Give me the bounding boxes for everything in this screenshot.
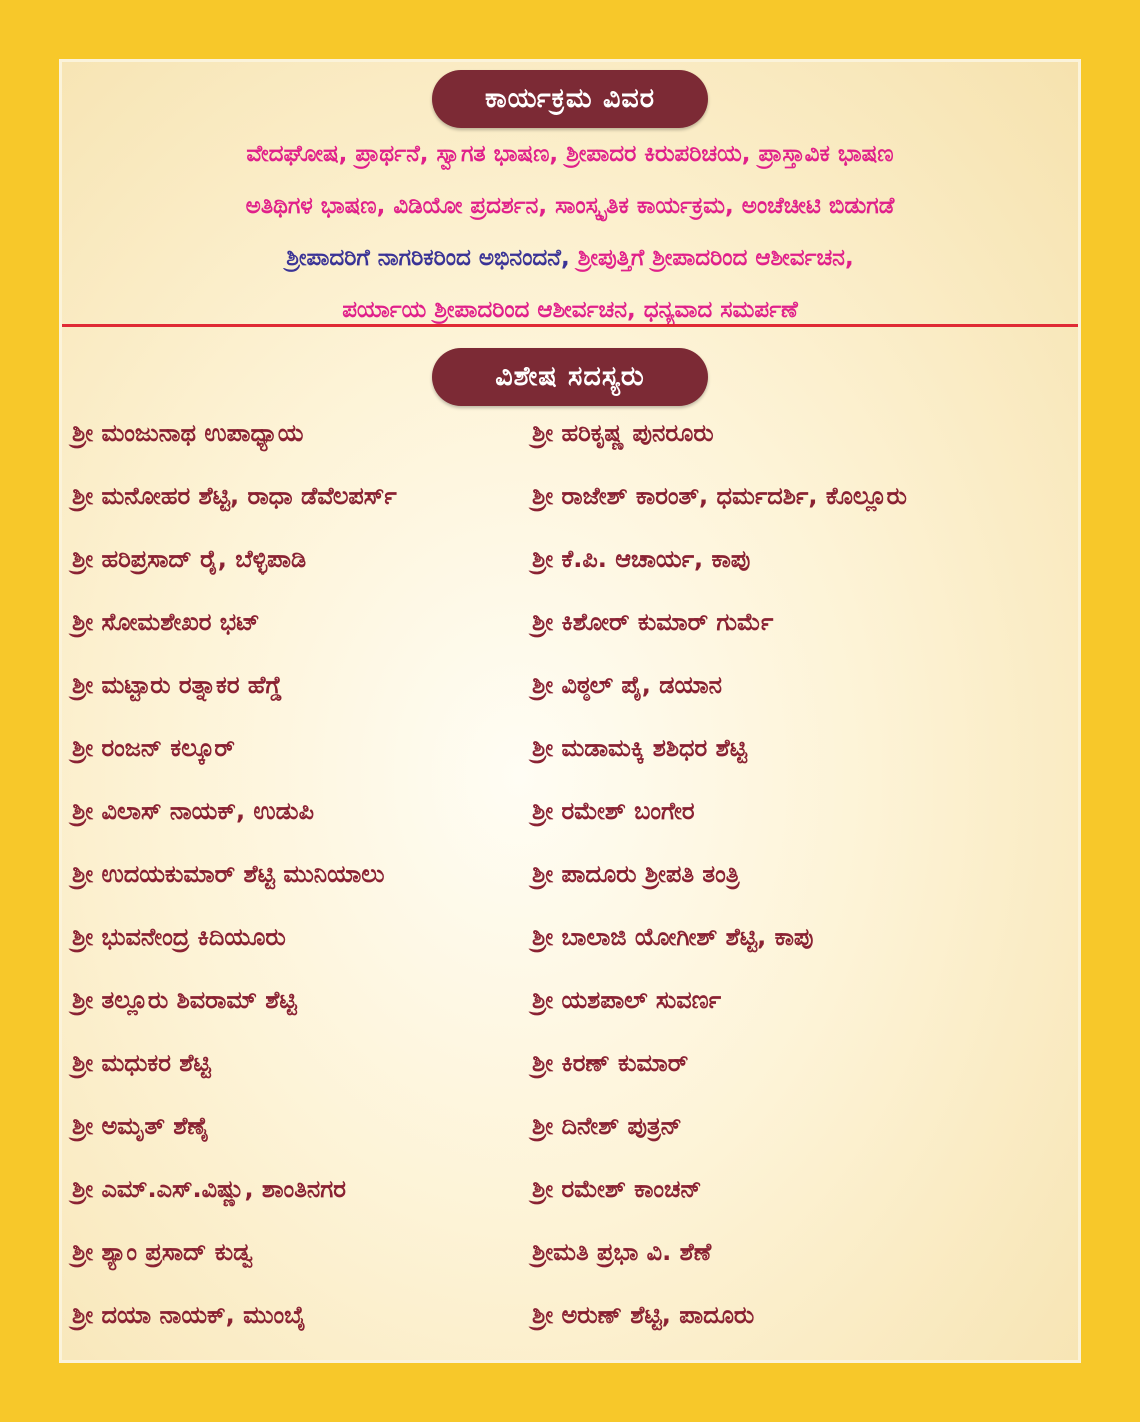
member-name-left: ಶ್ರೀ ಅಮೃತ್ ಶೆಣೈ [72, 1112, 209, 1140]
member-row [62, 402, 1078, 465]
program-line [62, 180, 1078, 232]
member-row [62, 969, 1078, 1032]
program-line-segment: ಶ್ರೀಪುತ್ತಿಗೆ ಶ್ರೀಪಾದರಿಂದ ಆಶೀರ್ವಚನ, [577, 245, 854, 271]
member-name-right: ಶ್ರೀ ರಮೇಶ್ ಕಾಂಚನ್ [532, 1175, 702, 1203]
program-line [62, 284, 1078, 336]
member-row [62, 906, 1078, 969]
member-row [62, 591, 1078, 654]
member-row [62, 1284, 1078, 1347]
member-row [62, 465, 1078, 528]
member-row [62, 780, 1078, 843]
member-name-right: ಶ್ರೀ ಮಡಾಮಕ್ಕಿ ಶಶಿಧರ ಶೆಟ್ಟಿ [532, 734, 748, 762]
member-name-right: ಶ್ರೀ ಬಾಲಾಜಿ ಯೋಗೀಶ್ ಶೆಟ್ಟಿ, ಕಾಪು [532, 923, 814, 951]
program-details [62, 128, 1078, 336]
program-title-badge: ಕಾರ್ಯಕ್ರಮ ವಿವರ [432, 70, 708, 128]
member-name-right: ಶ್ರೀ ಕಿಶೋರ್ ಕುಮಾರ್ ಗುರ್ಮೆ [532, 608, 774, 636]
member-name-left: ಶ್ರೀ ಭುವನೇಂದ್ರ ಕಿದಿಯೂರು [72, 923, 286, 951]
member-name-right: ಶ್ರೀ ಯಶಪಾಲ್ ಸುವರ್ಣ [532, 986, 722, 1014]
member-row [62, 1095, 1078, 1158]
member-name-left: ಶ್ರೀ ಸೋಮಶೇಖರ ಭಟ್ [72, 608, 260, 636]
member-row [62, 1158, 1078, 1221]
section-divider [62, 324, 1078, 327]
member-name-right: ಶ್ರೀ ದಿನೇಶ್ ಪುತ್ರನ್ [532, 1112, 682, 1140]
program-line [62, 232, 1078, 284]
member-name-left: ಶ್ರೀ ಉದಯಕುಮಾರ್ ಶೆಟ್ಟಿ ಮುನಿಯಾಲು [72, 860, 385, 888]
member-row [62, 528, 1078, 591]
member-row [62, 1032, 1078, 1095]
program-line-segment: ವೇದಘೋಷ, ಪ್ರಾರ್ಥನೆ, ಸ್ವಾಗತ ಭಾಷಣ, ಶ್ರೀಪಾದರ ಕಿರುಪರಿಚಯ, ಪ್ರಾಸ್ತಾವಿಕ ಭಾಷಣ [246, 141, 894, 167]
member-name-left: ಶ್ರೀ ಶ್ಯಾಂ ಪ್ರಸಾದ್ ಕುಡ್ವ [72, 1238, 253, 1266]
member-name-left: ಶ್ರೀ ಮನೋಹರ ಶೆಟ್ಟಿ, ರಾಧಾ ಡೆವೆಲಪರ್ಸ್ [72, 482, 397, 510]
member-name-left: ಶ್ರೀ ಮಟ್ಟಾರು ರತ್ನಾಕರ ಹೆಗ್ಡೆ [72, 671, 283, 699]
program-line-segment: ಅತಿಥಿಗಳ ಭಾಷಣ, ವಿಡಿಯೋ ಪ್ರದರ್ಶನ, ಸಾಂಸ್ಕೃತಿಕ ಕಾರ್ಯಕ್ರಮ, ಅಂಚೆಚೀಟಿ ಬಿಡುಗಡೆ [245, 193, 895, 219]
member-name-right: ಶ್ರೀ ಅರುಣ್ ಶೆಟ್ಟಿ, ಪಾದೂರು [532, 1301, 755, 1329]
member-row [62, 654, 1078, 717]
member-row [62, 1221, 1078, 1284]
member-name-right: ಶ್ರೀ ಕಿರಣ್ ಕುಮಾರ್ [532, 1049, 689, 1077]
member-name-right: ಶ್ರೀ ಹರಿಕೃಷ್ಣ ಪುನರೂರು [532, 419, 714, 447]
member-name-right: ಶ್ರೀಮತಿ ಪ್ರಭಾ ವಿ. ಶೆಣೆ [532, 1238, 712, 1266]
member-name-left: ಶ್ರೀ ಎಮ್.ಎಸ್.ವಿಷ್ಣು, ಶಾಂತಿನಗರ [72, 1175, 346, 1203]
member-name-left: ಶ್ರೀ ಮಂಜುನಾಥ ಉಪಾಧ್ಯಾಯ [72, 419, 304, 447]
member-name-left: ಶ್ರೀ ದಯಾ ನಾಯಕ್, ಮುಂಬೈ [72, 1301, 306, 1329]
members-title-badge: ವಿಶೇಷ ಸದಸ್ಯರು [432, 348, 708, 406]
member-name-right: ಶ್ರೀ ಕೆ.ಪಿ. ಆಚಾರ್ಯ, ಕಾಪು [532, 545, 751, 573]
program-line [62, 128, 1078, 180]
member-name-left: ಶ್ರೀ ಹರಿಪ್ರಸಾದ್ ರೈ, ಬೆಳ್ಳಿಪಾಡಿ [72, 545, 307, 573]
member-name-right: ಶ್ರೀ ರಾಜೇಶ್ ಕಾರಂತ್, ಧರ್ಮದರ್ಶಿ, ಕೊಲ್ಲೂರು [532, 482, 907, 510]
member-row [62, 843, 1078, 906]
member-name-left: ಶ್ರೀ ವಿಲಾಸ್ ನಾಯಕ್, ಉಡುಪಿ [72, 797, 314, 825]
program-card [59, 59, 1081, 1363]
member-name-right: ಶ್ರೀ ವಿಠ್ಠಲ್ ಪೈ, ಡಯಾನ [532, 671, 722, 699]
member-name-left: ಶ್ರೀ ತಲ್ಲೂರು ಶಿವರಾಮ್ ಶೆಟ್ಟಿ [72, 986, 297, 1014]
member-name-left: ಶ್ರೀ ಮಧುಕರ ಶೆಟ್ಟಿ [72, 1049, 211, 1077]
member-name-right: ಶ್ರೀ ಪಾದೂರು ಶ್ರೀಪತಿ ತಂತ್ರಿ [532, 860, 740, 888]
member-name-left: ಶ್ರೀ ರಂಜನ್ ಕಲ್ಕೂರ್ [72, 734, 235, 762]
program-line-segment: ಪರ್ಯಾಯ ಶ್ರೀಪಾದರಿಂದ ಆಶೀರ್ವಚನ, ಧನ್ಯವಾದ ಸಮರ್ಪಣೆ [342, 297, 798, 323]
member-row [62, 717, 1078, 780]
member-name-right: ಶ್ರೀ ರಮೇಶ್ ಬಂಗೇರ [532, 797, 695, 825]
members-list [62, 402, 1078, 1347]
program-line-segment: ಶ್ರೀಪಾದರಿಗೆ ನಾಗರಿಕರಿಂದ ಅಭಿನಂದನೆ, [286, 245, 578, 271]
